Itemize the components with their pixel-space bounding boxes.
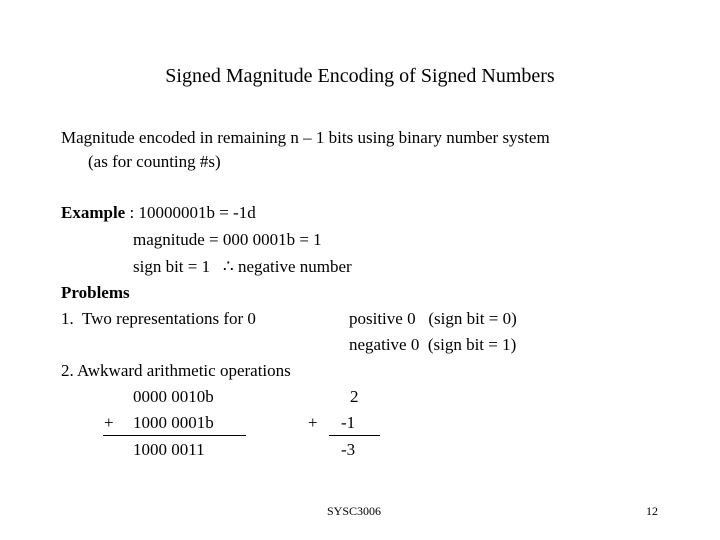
sign-bit-line: sign bit = 1 ∴ negative number <box>133 257 352 276</box>
decimal-operand-2: -1 <box>341 413 356 432</box>
positive-zero: positive 0 (sign bit = 0) <box>349 309 517 328</box>
decimal-result: -3 <box>341 440 356 459</box>
example-label: Example <box>61 203 126 222</box>
binary-sum-rule <box>103 435 246 436</box>
problem-1: 1. Two representations for 0 <box>61 309 256 328</box>
decimal-operand-1: 2 <box>350 387 359 406</box>
negative-zero: negative 0 (sign bit = 1) <box>349 335 517 354</box>
binary-result: 1000 0011 <box>133 440 205 459</box>
problems-heading: Problems <box>61 283 130 302</box>
footer-page-number: 12 <box>646 504 658 518</box>
binary-plus-sign: + <box>104 413 114 432</box>
magnitude-line: magnitude = 000 0001b = 1 <box>133 230 322 249</box>
intro-line-1: Magnitude encoded in remaining n – 1 bits using binary number system <box>61 128 550 147</box>
footer-course: SYSC3006 <box>327 504 382 518</box>
intro-line-2: (as for counting #s) <box>88 152 221 171</box>
binary-operand-2: 1000 0001b <box>133 413 214 432</box>
decimal-sum-rule <box>329 435 380 436</box>
example-text: : 10000001b = -1d <box>125 203 256 222</box>
example-line <box>61 204 256 221</box>
binary-operand-1: 0000 0010b <box>133 387 214 406</box>
slide-title: Signed Magnitude Encoding of Signed Numbers <box>165 65 555 87</box>
problem-2: 2. Awkward arithmetic operations <box>61 361 291 380</box>
decimal-plus-sign: + <box>308 413 318 432</box>
